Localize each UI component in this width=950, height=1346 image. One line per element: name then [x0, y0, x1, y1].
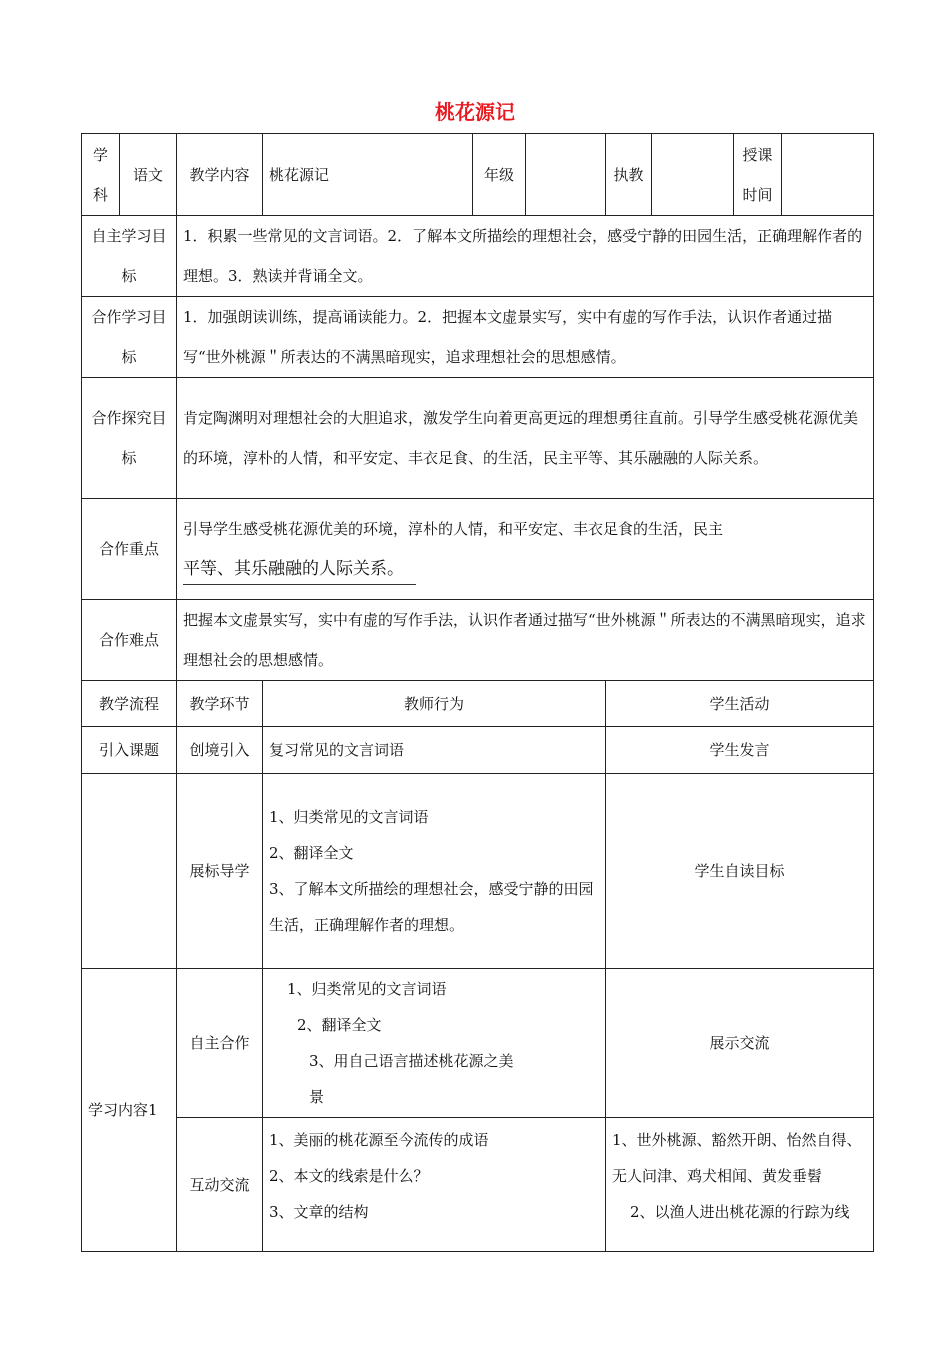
goal-text: 1．加强朗读训练，提高诵读能力。2．把握本文虚景实写，实中有虚的写作手法，认识作者通过描写“世外桃源＂所表达的不满黑暗现实，追求理想社会的思想感情。 [177, 297, 874, 378]
self-study-row [82, 969, 874, 1118]
self-study-teacher-line: 1、归类常见的文言词语 [287, 980, 447, 998]
intro-row [82, 727, 874, 774]
subject-label: 学科 [82, 134, 120, 216]
guide-teacher-line: 1、归类常见的文言词语 [269, 808, 429, 826]
interaction-row [82, 1118, 874, 1252]
interaction-student-line: 1、世外桃源、豁然开朗、怡然自得、无人问津、鸡犬相闻、黄发垂髫 [612, 1131, 862, 1185]
key-point-line2: 平等、其乐融融的人际关系。 [183, 554, 416, 585]
difficulty-text: 把握本文虚景实写，实中有虚的写作手法，认识作者通过描写“世外桃源＂所表达的不满黑暗现实，追求理想社会的思想感情。 [177, 600, 874, 681]
content-label: 教学内容 [177, 134, 263, 216]
process-header-row [82, 681, 874, 727]
header-row [82, 134, 874, 216]
guide-student: 学生自读目标 [606, 774, 874, 969]
teacher-value [652, 134, 734, 216]
guide-stage: 展标导学 [177, 774, 263, 969]
goal-row [82, 216, 874, 297]
guide-teacher [263, 774, 606, 969]
interaction-teacher-line: 2、本文的线索是什么？ [269, 1167, 429, 1185]
interaction-teacher-line: 1、美丽的桃花源至今流传的成语 [269, 1131, 489, 1149]
intro-teacher: 复习常见的文言词语 [263, 727, 606, 774]
goal-text: 1．积累一些常见的文言词语。2．了解本文所描绘的理想社会，感受宁静的田园生活，正确理解作者的理想。3．熟读并背诵全文。 [177, 216, 874, 297]
guide-teacher-line: 2、翻译全文 [269, 844, 354, 862]
goal-label: 合作学习目标 [82, 297, 177, 378]
interaction-teacher-line: 3、文章的结构 [269, 1203, 369, 1221]
difficulty-row [82, 600, 874, 681]
guide-row [82, 774, 874, 969]
goal-row [82, 378, 874, 499]
key-point-label: 合作重点 [82, 499, 177, 600]
interaction-stage: 互动交流 [177, 1118, 263, 1252]
self-study-teacher-line: 3、用自己语言描述桃花源之美 [309, 1052, 514, 1070]
self-study-teacher-line: 景 [309, 1088, 325, 1106]
stage-header: 教学环节 [177, 681, 263, 727]
page-title: 桃花源记 [435, 100, 515, 124]
intro-student: 学生发言 [606, 727, 874, 774]
guide-teacher-line: 3、了解本文所描绘的理想社会，感受宁静的田园生活，正确理解作者的理想。 [269, 880, 594, 934]
interaction-student-line: 2、以渔人进出桃花源的行踪为线 [630, 1203, 850, 1221]
interaction-student [606, 1118, 874, 1252]
key-point-cell [177, 499, 874, 600]
subject-value: 语文 [120, 134, 177, 216]
intro-stage: 创境引入 [177, 727, 263, 774]
grade-value [526, 134, 606, 216]
goal-label: 自主学习目标 [82, 216, 177, 297]
flow-header: 教学流程 [82, 681, 177, 727]
student-header: 学生活动 [606, 681, 874, 727]
guide-flow [82, 774, 177, 969]
teacher-header: 教师行为 [263, 681, 606, 727]
intro-flow: 引入课题 [82, 727, 177, 774]
grade-label: 年级 [473, 134, 526, 216]
self-study-stage: 自主合作 [177, 969, 263, 1118]
key-point-row [82, 499, 874, 600]
content-value: 桃花源记 [263, 134, 473, 216]
teacher-label: 执教 [606, 134, 652, 216]
goal-text: 肯定陶渊明对理想社会的大胆追求，激发学生向着更高更远的理想勇往直前。引导学生感受桃花源优美的环境，淳朴的人情，和平安定、丰衣足食、的生活，民主平等、其乐融融的人际关系。 [177, 378, 874, 499]
self-study-student: 展示交流 [606, 969, 874, 1118]
lesson-plan-table [81, 133, 874, 1252]
self-study-teacher-line: 2、翻译全文 [297, 1016, 382, 1034]
self-study-teacher [263, 969, 606, 1118]
interaction-teacher [263, 1118, 606, 1252]
difficulty-label: 合作难点 [82, 600, 177, 681]
goal-label: 合作探究目标 [82, 378, 177, 499]
time-value [782, 134, 874, 216]
learning-flow: 学习内容1 [82, 969, 177, 1252]
time-label: 授课时间 [734, 134, 782, 216]
key-point-line1: 引导学生感受桃花源优美的环境，淳朴的人情，和平安定、丰衣足食的生活，民主 [183, 520, 724, 538]
goal-row [82, 297, 874, 378]
